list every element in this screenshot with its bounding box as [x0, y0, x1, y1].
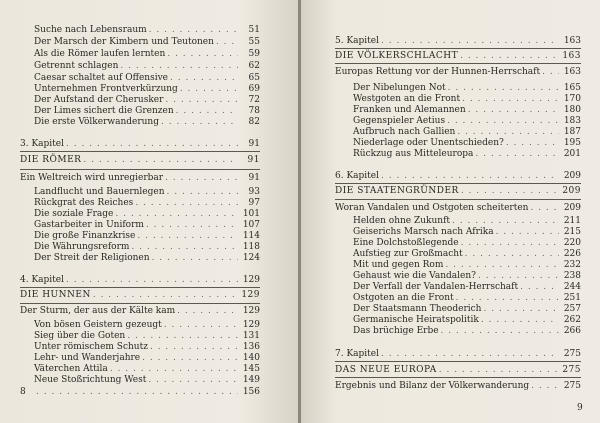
toc-entry: Gegenspieler Aetius . . . 183 [353, 116, 581, 127]
toc-entry: Westgoten an die Front . . . 170 [353, 94, 581, 105]
chapter-subtitle: Ergebnis und Bilanz der Völkerwanderung . . . 275 [335, 381, 581, 392]
chapter-title: DIE HUNNEN . . . 129 [20, 290, 260, 301]
toc-entry: Gehaust wie die Vandalen? . . . 238 [353, 271, 581, 282]
chapter-subtitle: Europas Rettung vor der Hunnen-Herrschaft . . . 163 [335, 67, 581, 78]
toc-entry: Die soziale Frage . . . 101 [34, 209, 260, 220]
toc-entry: Die große Finanzkrise . . . 114 [34, 231, 260, 242]
toc-entry: Der Streit der Religionen . . . 124 [34, 253, 260, 264]
toc-entry: Geiserichs Marsch nach Afrika . . . 215 [353, 227, 581, 238]
toc-entry: Neue Stoßrichtung West . . . 149 [34, 375, 260, 386]
toc-entry: Eine Dolchstoßlegende . . . 220 [353, 238, 581, 249]
toc-entry: Als die Römer laufen lernten . . . 59 [34, 49, 260, 60]
toc-entry: Lehr- und Wanderjahre . . . 140 [34, 353, 260, 364]
toc-entry: Das brüchige Erbe . . . 266 [353, 326, 581, 337]
toc-entry: Unter römischem Schutz . . . 136 [34, 342, 260, 353]
divider [20, 287, 260, 288]
chapter-number: 6. Kapitel . . . 209 [335, 171, 581, 182]
toc-entry: Rückzug aus Mitteleuropa . . . 201 [353, 149, 581, 160]
chapter-number: 3. Kapitel . . . 91 [20, 139, 260, 150]
right-page [301, 0, 600, 423]
divider [20, 303, 260, 304]
toc-entry: Der Aufstand der Cherusker . . . 72 [34, 95, 260, 106]
toc-entry: Suche nach Lebensraum . . . 51 [34, 25, 260, 36]
toc-entry: Niederlage oder Unentschieden? . . . 195 [353, 138, 581, 149]
chapter-number: 4. Kapitel . . . 129 [20, 275, 260, 286]
toc-entry: Väterchen Attila . . . 145 [34, 364, 260, 375]
toc-entry: Landflucht und Bauernlegen . . . 93 [34, 187, 260, 198]
toc-entry: Der Limes sichert die Grenzen . . . 78 [34, 106, 260, 117]
toc-entry: Aufstieg zur Großmacht . . . 226 [353, 249, 581, 260]
page-number: 9 [577, 403, 583, 413]
toc-entry: Der Staatsmann Theoderich . . . 257 [353, 304, 581, 315]
toc-entry: Von bösen Geistern gezeugt . . . 129 [34, 320, 260, 331]
toc-entry: Caesar schaltet auf Offensive . . . 65 [34, 73, 260, 84]
divider [335, 48, 581, 49]
chapter-number: 7. Kapitel . . . 275 [335, 349, 581, 360]
toc-left [0, 0, 299, 423]
divider [335, 63, 581, 64]
toc-entry: Rückgrat des Reiches . . . 97 [34, 198, 260, 209]
toc-entry: Ostgoten an die Front . . . 251 [353, 293, 581, 304]
toc-entry: Franken und Alemannen . . . 180 [353, 105, 581, 116]
left-page [0, 0, 299, 423]
chapter-number: 5. Kapitel . . . 163 [335, 36, 581, 47]
divider [20, 169, 260, 170]
chapter-subtitle: Ein Weltreich wird unregierbar . . . 91 [20, 173, 260, 184]
toc-entry: . . . 156 [34, 387, 260, 398]
divider [20, 151, 260, 152]
toc-entry: Getrennt schlagen . . . 62 [34, 61, 260, 72]
toc-entry: Helden ohne Zukunft . . . 211 [353, 216, 581, 227]
divider [335, 199, 581, 200]
chapter-title: DIE RÖMER . . . 91 [20, 155, 260, 166]
divider [335, 377, 581, 378]
divider [335, 183, 581, 184]
chapter-title: DIE STAATENGRÜNDER . . . 209 [335, 186, 581, 197]
page-number: 8 [20, 387, 26, 397]
toc-entry: Der Verfall der Vandalen-Herrschaft . . . 244 [353, 282, 581, 293]
toc-entry: Aufbruch nach Gallien . . . 187 [353, 127, 581, 138]
toc-entry: Mit und gegen Rom . . . 232 [353, 260, 581, 271]
chapter-title: DIE VÖLKERSCHLACHT . . . 163 [335, 51, 581, 62]
toc-right [301, 0, 600, 423]
toc-entry: Gastarbeiter in Uniform . . . 107 [34, 220, 260, 231]
toc-entry: Der Marsch der Kimbern und Teutonen . . . 55 [34, 37, 260, 48]
chapter-title: DAS NEUE EUROPA . . . 275 [335, 365, 581, 376]
toc-entry: Die Währungsreform . . . 118 [34, 242, 260, 253]
toc-entry: Sieg über die Goten . . . 131 [34, 331, 260, 342]
divider [335, 361, 581, 362]
toc-entry: Der Nibelungen Not . . . 165 [353, 83, 581, 94]
chapter-subtitle: Woran Vandalen und Ostgoten scheiterten . . . 209 [335, 203, 581, 214]
chapter-subtitle: Der Sturm, der aus der Kälte kam . . . 129 [20, 306, 260, 317]
toc-entry: Germanische Heiratspolitik . . . 262 [353, 315, 581, 326]
toc-entry: Die erste Völkerwanderung . . . 82 [34, 117, 260, 128]
toc-entry: Unternehmen Frontverkürzung . . . 69 [34, 84, 260, 95]
